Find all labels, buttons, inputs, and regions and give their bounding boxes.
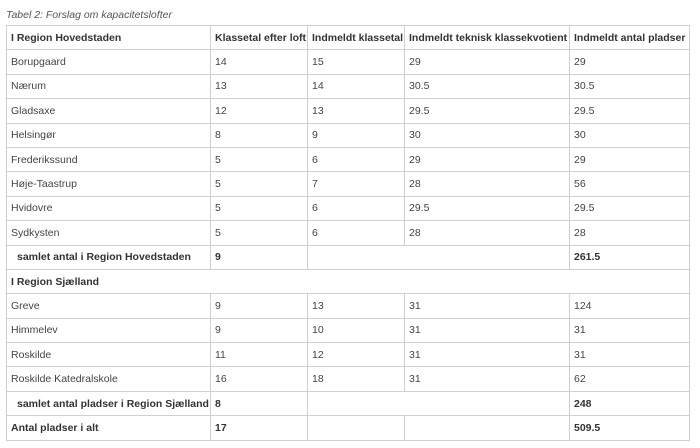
capacity-table-body: [7, 26, 690, 441]
grand-total-row-loft: 17: [211, 416, 308, 440]
sjaelland-section-row: [7, 269, 690, 293]
indmeldt-klassetal-cell: 6: [308, 147, 405, 171]
klassetal-efter-loft-cell: 9: [211, 318, 308, 342]
table-row: [7, 196, 690, 220]
grand-total-row-label: Antal pladser i alt: [7, 416, 211, 440]
indmeldt-klassetal-cell: 14: [308, 74, 405, 98]
header-klassetal-efter-loft: Klassetal efter loft: [211, 26, 308, 50]
grand-total-row-blank-1: [308, 416, 405, 440]
indmeldt-klassetal-cell: 18: [308, 367, 405, 391]
indmeldt-klassetal-cell: 6: [308, 221, 405, 245]
hovedstaden-subtotal-row-pladser: 261.5: [570, 245, 690, 269]
table-row: [7, 343, 690, 367]
indmeldt-klassetal-cell: 7: [308, 172, 405, 196]
klassetal-efter-loft-cell: 16: [211, 367, 308, 391]
antal-pladser-cell: 30.5: [570, 74, 690, 98]
grand-total-row-pladser: 509.5: [570, 416, 690, 440]
antal-pladser-cell: 29: [570, 147, 690, 171]
klassekvotient-cell: 28: [405, 221, 570, 245]
sjaelland-subtotal-row-loft: 8: [211, 391, 308, 415]
klassekvotient-cell: 29: [405, 147, 570, 171]
antal-pladser-cell: 29.5: [570, 99, 690, 123]
klassetal-efter-loft-cell: 14: [211, 50, 308, 74]
sjaelland-section-label: I Region Sjælland: [7, 269, 690, 293]
klassekvotient-cell: 31: [405, 294, 570, 318]
header-region: I Region Hovedstaden: [7, 26, 211, 50]
school-name-cell: Roskilde Katedralskole: [7, 367, 211, 391]
school-name-cell: Frederikssund: [7, 147, 211, 171]
school-name-cell: Helsingør: [7, 123, 211, 147]
klassekvotient-cell: 31: [405, 367, 570, 391]
klassetal-efter-loft-cell: 11: [211, 343, 308, 367]
antal-pladser-cell: 29.5: [570, 196, 690, 220]
table-row: [7, 99, 690, 123]
table-row: [7, 367, 690, 391]
table-row: [7, 50, 690, 74]
grand-total-row: [7, 416, 690, 440]
indmeldt-klassetal-cell: 13: [308, 99, 405, 123]
klassetal-efter-loft-cell: 9: [211, 294, 308, 318]
klassekvotient-cell: 31: [405, 318, 570, 342]
klassekvotient-cell: 31: [405, 343, 570, 367]
indmeldt-klassetal-cell: 15: [308, 50, 405, 74]
indmeldt-klassetal-cell: 6: [308, 196, 405, 220]
klassetal-efter-loft-cell: 5: [211, 221, 308, 245]
hovedstaden-subtotal-row: [7, 245, 690, 269]
antal-pladser-cell: 31: [570, 343, 690, 367]
klassetal-efter-loft-cell: 5: [211, 172, 308, 196]
table-row: [7, 221, 690, 245]
antal-pladser-cell: 30: [570, 123, 690, 147]
school-name-cell: Roskilde: [7, 343, 211, 367]
school-name-cell: Himmelev: [7, 318, 211, 342]
table-row: [7, 318, 690, 342]
hovedstaden-subtotal-row-blank: [308, 245, 570, 269]
klassekvotient-cell: 29: [405, 50, 570, 74]
table-row: [7, 74, 690, 98]
school-name-cell: Borupgaard: [7, 50, 211, 74]
klassekvotient-cell: 30: [405, 123, 570, 147]
indmeldt-klassetal-cell: 9: [308, 123, 405, 147]
indmeldt-klassetal-cell: 13: [308, 294, 405, 318]
school-name-cell: Nærum: [7, 74, 211, 98]
school-name-cell: Høje-Taastrup: [7, 172, 211, 196]
indmeldt-klassetal-cell: 12: [308, 343, 405, 367]
klassetal-efter-loft-cell: 13: [211, 74, 308, 98]
klassekvotient-cell: 30.5: [405, 74, 570, 98]
table-row: [7, 123, 690, 147]
table-caption: Tabel 2: Forslag om kapacitetslofter: [6, 9, 172, 21]
capacity-table: [6, 25, 690, 441]
antal-pladser-cell: 56: [570, 172, 690, 196]
antal-pladser-cell: 29: [570, 50, 690, 74]
klassekvotient-cell: 29.5: [405, 196, 570, 220]
antal-pladser-cell: 124: [570, 294, 690, 318]
hovedstaden-subtotal-row-loft: 9: [211, 245, 308, 269]
klassetal-efter-loft-cell: 5: [211, 196, 308, 220]
header-teknisk-klassekvotient: Indmeldt teknisk klassekvotient: [405, 26, 570, 50]
school-name-cell: Sydkysten: [7, 221, 211, 245]
antal-pladser-cell: 31: [570, 318, 690, 342]
school-name-cell: Gladsaxe: [7, 99, 211, 123]
table-row: [7, 294, 690, 318]
hovedstaden-subtotal-row-label: samlet antal i Region Hovedstaden: [7, 245, 211, 269]
header-antal-pladser: Indmeldt antal pladser: [570, 26, 690, 50]
sjaelland-subtotal-row-pladser: 248: [570, 391, 690, 415]
klassetal-efter-loft-cell: 8: [211, 123, 308, 147]
table-row: [7, 172, 690, 196]
klassekvotient-cell: 29.5: [405, 99, 570, 123]
antal-pladser-cell: 62: [570, 367, 690, 391]
sjaelland-subtotal-row-label: samlet antal pladser i Region Sjælland: [7, 391, 211, 415]
sjaelland-subtotal-row: [7, 391, 690, 415]
school-name-cell: Greve: [7, 294, 211, 318]
grand-total-row-blank-2: [405, 416, 570, 440]
table-row: [7, 147, 690, 171]
klassekvotient-cell: 28: [405, 172, 570, 196]
klassetal-efter-loft-cell: 12: [211, 99, 308, 123]
table-header-row: [7, 26, 690, 50]
sjaelland-subtotal-row-blank: [308, 391, 570, 415]
antal-pladser-cell: 28: [570, 221, 690, 245]
header-indmeldt-klassetal: Indmeldt klassetal: [308, 26, 405, 50]
school-name-cell: Hvidovre: [7, 196, 211, 220]
klassetal-efter-loft-cell: 5: [211, 147, 308, 171]
indmeldt-klassetal-cell: 10: [308, 318, 405, 342]
